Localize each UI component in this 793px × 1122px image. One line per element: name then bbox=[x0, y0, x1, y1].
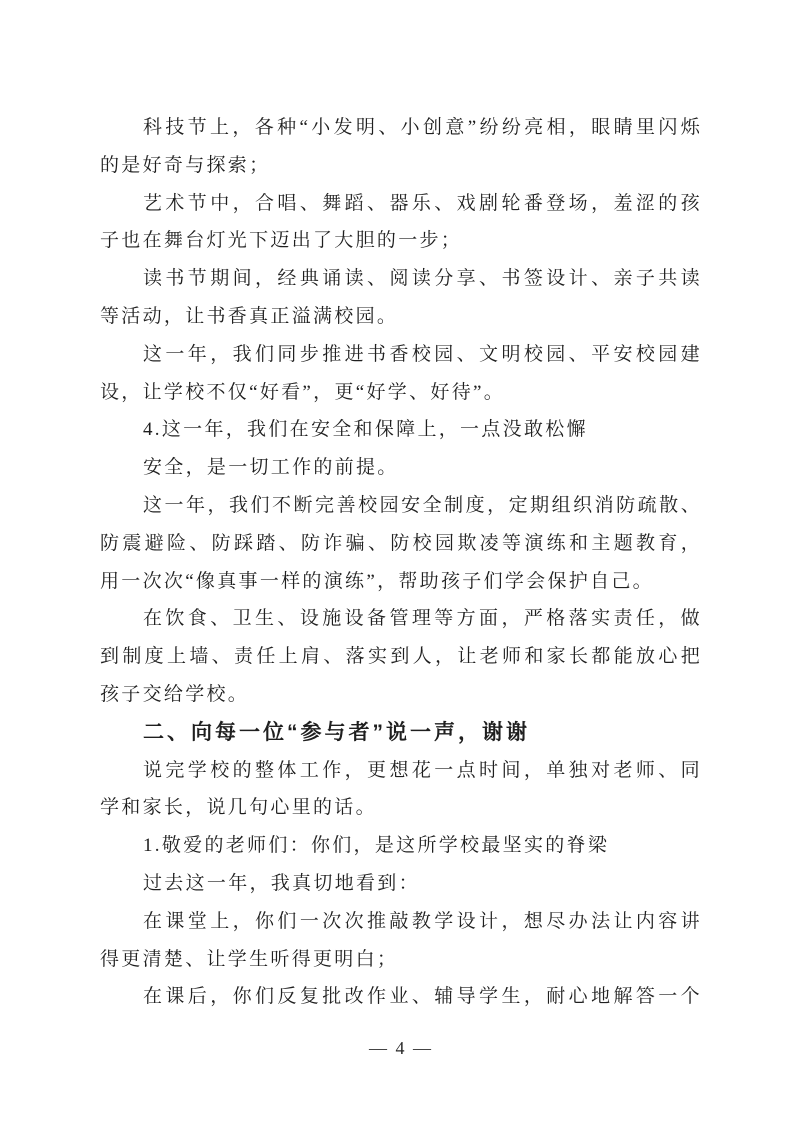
document-line: 孩子交给学校。 bbox=[100, 683, 250, 705]
section-heading bbox=[100, 714, 702, 752]
document-line: 科技节上，各种“小发明、小创意”纷纷亮相，眼睛里闪烁 bbox=[143, 117, 702, 138]
document-line: 到制度上墙、责任上肩、落实到人，让老师和家长都能放心把 bbox=[100, 646, 702, 668]
paragraph bbox=[100, 185, 702, 261]
document-line: 的是好奇与探索； bbox=[100, 154, 271, 176]
document-line: 说完学校的整体工作，更想花一点时间，单独对老师、同 bbox=[143, 759, 702, 781]
document-line: 设，让学校不仅“好看”，更“好学、好待”。 bbox=[100, 381, 506, 403]
document-line: 在课堂上，你们一次次推敲教学设计，想尽办法让内容讲 bbox=[143, 910, 702, 932]
document-line: 1.敬爱的老师们：你们，是这所学校最坚实的脊梁 bbox=[143, 835, 610, 857]
document-line: 二、向每一位“参与者”说一声，谢谢 bbox=[143, 720, 530, 744]
paragraph bbox=[100, 827, 702, 865]
document-line: 读书节期间，经典诵读、阅读分享、书签设计、亲子共读 bbox=[143, 268, 702, 290]
paragraph bbox=[100, 411, 702, 449]
document-line: 安全，是一切工作的前提。 bbox=[143, 457, 399, 479]
document-body bbox=[100, 109, 702, 1016]
document-line: 防震避险、防踩踏、防诈骗、防校园欺凌等演练和主题教育， bbox=[100, 532, 702, 554]
document-line: 艺术节中，合唱、舞蹈、器乐、戏剧轮番登场，羞涩的孩 bbox=[143, 192, 702, 214]
paragraph bbox=[100, 752, 702, 828]
document-line: 这一年，我们同步推进书香校园、文明校园、平安校园建 bbox=[143, 343, 702, 365]
document-line: 4.这一年，我们在安全和保障上，一点没敢松懈 bbox=[143, 419, 588, 441]
paragraph bbox=[100, 600, 702, 713]
paragraph bbox=[100, 487, 702, 600]
paragraph bbox=[100, 903, 702, 979]
paragraph bbox=[100, 336, 702, 412]
document-line: 过去这一年，我真切地看到： bbox=[143, 872, 420, 894]
document-line: 这一年，我们不断完善校园安全制度，定期组织消防疏散、 bbox=[143, 494, 702, 516]
document-line: 子也在舞台灯光下迈出了大胆的一步； bbox=[100, 230, 463, 252]
paragraph bbox=[100, 109, 702, 185]
page-footer bbox=[100, 1038, 702, 1059]
document-line: 等活动，让书香真正溢满校园。 bbox=[100, 305, 399, 327]
paragraph bbox=[100, 978, 702, 1016]
page-number: — 4 — bbox=[369, 1038, 433, 1059]
document-line: 得更清楚、让学生听得更明白； bbox=[100, 948, 399, 970]
paragraph bbox=[100, 865, 702, 903]
document-line: 学和家长，说几句心里的话。 bbox=[100, 797, 377, 819]
paragraph bbox=[100, 260, 702, 336]
document-line: 在课后，你们反复批改作业、辅导学生，耐心地解答一个 bbox=[143, 986, 702, 1008]
document-line: 用一次次“像真事一样的演练”，帮助孩子们学会保护自己。 bbox=[100, 570, 654, 592]
document-line: 在饮食、卫生、设施设备管理等方面，严格落实责任，做 bbox=[143, 608, 702, 630]
paragraph bbox=[100, 449, 702, 487]
